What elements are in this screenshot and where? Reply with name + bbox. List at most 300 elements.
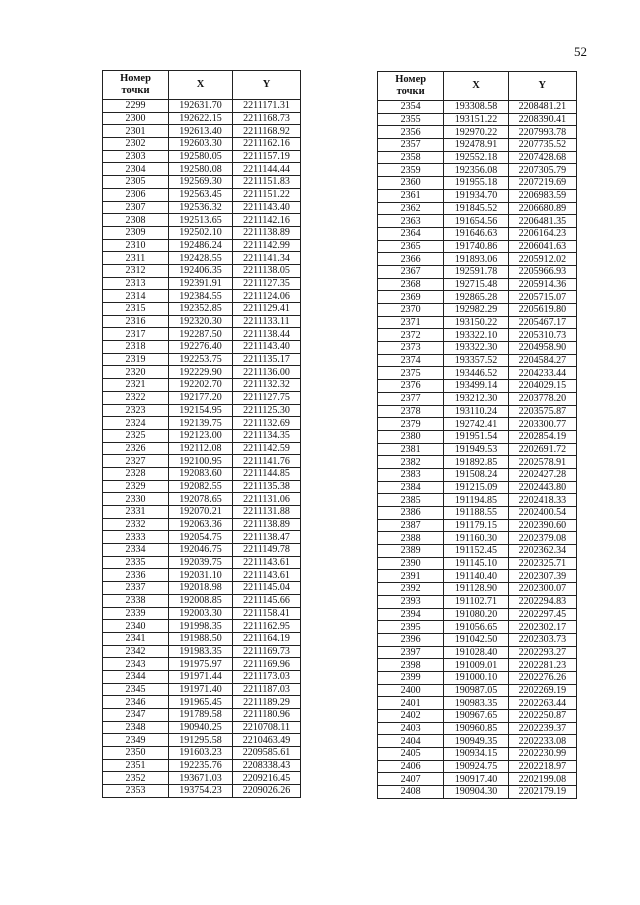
point-number-cell: 2329 [103,480,169,493]
table-row [103,683,301,696]
x-cell: 192622.15 [169,112,233,125]
x-cell: 192078.65 [169,493,233,506]
table-row [378,405,577,418]
table-row [378,202,577,215]
table-row [103,670,301,683]
y-cell: 2211169.73 [233,645,301,658]
table-row [103,747,301,760]
table-row [378,735,577,748]
y-cell: 2205966.93 [508,265,576,278]
point-number-cell: 2328 [103,467,169,480]
x-cell: 190949.35 [444,735,508,748]
point-number-cell: 2326 [103,442,169,455]
table-body [378,101,577,799]
point-number-cell: 2389 [378,545,444,558]
table-row [378,418,577,431]
x-cell: 192970.22 [444,126,508,139]
x-cell: 191988.50 [169,632,233,645]
y-cell: 2203575.87 [508,405,576,418]
y-cell: 2211132.32 [233,379,301,392]
point-number-cell: 2405 [378,748,444,761]
x-cell: 192513.65 [169,214,233,227]
y-cell: 2211135.17 [233,353,301,366]
y-cell: 2211138.47 [233,531,301,544]
point-number-cell: 2365 [378,240,444,253]
y-cell: 2211151.22 [233,188,301,201]
x-cell: 192613.40 [169,125,233,138]
table-row [103,696,301,709]
table-row [378,227,577,240]
table-row [103,150,301,163]
y-cell: 2207428.68 [508,151,576,164]
y-cell: 2211138.89 [233,518,301,531]
y-cell: 2211141.76 [233,455,301,468]
y-cell: 2211149.78 [233,544,301,557]
y-cell: 2205467.17 [508,316,576,329]
point-number-cell: 2320 [103,366,169,379]
x-cell: 192177.20 [169,391,233,404]
y-cell: 2211180.96 [233,709,301,722]
x-cell: 191951.54 [444,430,508,443]
point-number-cell: 2373 [378,342,444,355]
x-cell: 191215.09 [444,481,508,494]
point-number-cell: 2339 [103,607,169,620]
point-number-cell: 2310 [103,239,169,252]
x-cell: 191188.55 [444,507,508,520]
x-cell: 190924.75 [444,760,508,773]
table-row [378,443,577,456]
y-cell: 2211164.19 [233,632,301,645]
x-cell: 191983.35 [169,645,233,658]
x-cell: 191654.56 [444,215,508,228]
y-cell: 2211132.69 [233,417,301,430]
point-number-cell: 2319 [103,353,169,366]
table-row [378,189,577,202]
point-number-cell: 2342 [103,645,169,658]
x-cell: 191934.70 [444,189,508,202]
table-row [103,493,301,506]
point-number-cell: 2358 [378,151,444,164]
table-row [103,506,301,519]
y-cell: 2211143.40 [233,201,301,214]
table-row [378,748,577,761]
x-cell: 192008.85 [169,594,233,607]
x-cell: 192478.91 [444,139,508,152]
table-row [378,646,577,659]
y-cell: 2207219.69 [508,177,576,190]
x-cell: 190967.65 [444,710,508,723]
x-cell: 193754.23 [169,785,233,798]
y-cell: 2211143.61 [233,556,301,569]
x-cell: 192112.08 [169,442,233,455]
point-number-cell: 2395 [378,621,444,634]
y-cell: 2205619.80 [508,304,576,317]
point-number-cell: 2346 [103,696,169,709]
point-number-cell: 2403 [378,722,444,735]
point-number-cell: 2316 [103,315,169,328]
y-cell: 2211169.96 [233,658,301,671]
x-cell: 191152.45 [444,545,508,558]
y-cell: 2211144.85 [233,467,301,480]
x-cell: 192320.30 [169,315,233,328]
x-cell: 191975.97 [169,658,233,671]
y-cell: 2211142.16 [233,214,301,227]
table-row [378,710,577,723]
x-cell: 192502.10 [169,226,233,239]
point-number-cell: 2327 [103,455,169,468]
table-row [378,532,577,545]
point-number-cell: 2378 [378,405,444,418]
table-row [378,519,577,532]
table-row [378,164,577,177]
point-number-cell: 2372 [378,329,444,342]
table-row [378,507,577,520]
x-cell: 191789.58 [169,709,233,722]
y-cell: 2211135.38 [233,480,301,493]
y-cell: 2202303.73 [508,633,576,646]
table-row [103,125,301,138]
x-cell: 191971.44 [169,670,233,683]
point-number-cell: 2380 [378,430,444,443]
table-row [378,240,577,253]
x-cell: 192229.90 [169,366,233,379]
table-row [103,645,301,658]
table-row [103,480,301,493]
x-cell: 192569.30 [169,176,233,189]
y-cell: 2211138.05 [233,264,301,277]
table-row [103,138,301,151]
x-cell: 191145.10 [444,557,508,570]
y-cell: 2202300.07 [508,583,576,596]
x-cell: 192082.55 [169,480,233,493]
point-number-cell: 2362 [378,202,444,215]
point-number-cell: 2359 [378,164,444,177]
y-cell: 2202294.83 [508,595,576,608]
point-number-cell: 2396 [378,633,444,646]
point-number-cell: 2408 [378,786,444,799]
y-cell: 2202250.87 [508,710,576,723]
y-cell: 2211151.83 [233,176,301,189]
point-number-cell: 2367 [378,265,444,278]
y-cell: 2205715.07 [508,291,576,304]
y-cell: 2202691.72 [508,443,576,456]
point-number-cell: 2377 [378,392,444,405]
point-number-cell: 2321 [103,379,169,392]
y-cell: 2210463.49 [233,734,301,747]
table-row [378,456,577,469]
x-cell: 191646.63 [444,227,508,240]
table-row [378,265,577,278]
y-cell: 2211127.35 [233,277,301,290]
table-row [378,101,577,114]
table-row [103,544,301,557]
point-number-cell: 2348 [103,721,169,734]
x-cell: 193212.30 [444,392,508,405]
table-row [378,595,577,608]
table-row [103,353,301,366]
x-cell: 191603.23 [169,747,233,760]
x-cell: 191893.06 [444,253,508,266]
point-number-cell: 2363 [378,215,444,228]
point-number-cell: 2371 [378,316,444,329]
y-cell: 2202325.71 [508,557,576,570]
table-row [103,315,301,328]
table-row [378,329,577,342]
y-cell: 2206164.23 [508,227,576,240]
point-number-cell: 2404 [378,735,444,748]
y-cell: 2202281.23 [508,659,576,672]
table-row [103,467,301,480]
table-row [103,328,301,341]
x-cell: 191971.40 [169,683,233,696]
y-cell: 2202390.60 [508,519,576,532]
x-cell: 193357.52 [444,354,508,367]
point-number-cell: 2402 [378,710,444,723]
y-cell: 2202307.39 [508,570,576,583]
x-cell: 192070.21 [169,506,233,519]
x-cell: 192715.48 [444,278,508,291]
point-number-cell: 2324 [103,417,169,430]
table-row [378,291,577,304]
point-number-cell: 2353 [103,785,169,798]
table-row [103,734,301,747]
x-cell: 192563.45 [169,188,233,201]
x-cell: 192003.30 [169,607,233,620]
x-cell: 192046.75 [169,544,233,557]
table-row [103,658,301,671]
y-cell: 2205912.02 [508,253,576,266]
table-body [103,100,301,798]
header-point-number: Номер точки [103,71,169,100]
x-cell: 192352.85 [169,303,233,316]
table-row [378,621,577,634]
table-row [103,226,301,239]
y-cell: 2211129.41 [233,303,301,316]
y-cell: 2211143.61 [233,569,301,582]
x-cell: 192356.08 [444,164,508,177]
point-number-cell: 2368 [378,278,444,291]
table-row [378,430,577,443]
table-row [378,253,577,266]
y-cell: 2211168.92 [233,125,301,138]
y-cell: 2211143.40 [233,341,301,354]
point-number-cell: 2338 [103,594,169,607]
table-row [103,772,301,785]
point-number-cell: 2323 [103,404,169,417]
point-number-cell: 2306 [103,188,169,201]
x-cell: 192982.29 [444,304,508,317]
table-row [378,342,577,355]
point-number-cell: 2387 [378,519,444,532]
x-cell: 193308.58 [444,101,508,114]
point-number-cell: 2350 [103,747,169,760]
x-cell: 192580.08 [169,163,233,176]
y-cell: 2202302.17 [508,621,576,634]
coordinates-table-right [377,71,577,799]
table-row [103,429,301,442]
table-row [378,126,577,139]
y-cell: 2211125.30 [233,404,301,417]
point-number-cell: 2334 [103,544,169,557]
table-row [378,684,577,697]
table-row [103,290,301,303]
point-number-cell: 2379 [378,418,444,431]
point-number-cell: 2299 [103,100,169,113]
y-cell: 2202276.26 [508,671,576,684]
y-cell: 2206983.59 [508,189,576,202]
point-number-cell: 2366 [378,253,444,266]
x-cell: 191009.01 [444,659,508,672]
y-cell: 2207993.78 [508,126,576,139]
x-cell: 192287.50 [169,328,233,341]
x-cell: 190983.35 [444,697,508,710]
point-number-cell: 2400 [378,684,444,697]
y-cell: 2202297.45 [508,608,576,621]
y-cell: 2202400.54 [508,507,576,520]
table-row [103,632,301,645]
y-cell: 2211171.31 [233,100,301,113]
table-row [378,570,577,583]
x-cell: 191042.50 [444,633,508,646]
y-cell: 2204233.44 [508,367,576,380]
x-cell: 192603.30 [169,138,233,151]
x-cell: 193322.30 [444,342,508,355]
point-number-cell: 2391 [378,570,444,583]
y-cell: 2202418.33 [508,494,576,507]
x-cell: 192154.95 [169,404,233,417]
table-row [103,404,301,417]
point-number-cell: 2385 [378,494,444,507]
y-cell: 2211134.35 [233,429,301,442]
x-cell: 192031.10 [169,569,233,582]
y-cell: 2211189.29 [233,696,301,709]
point-number-cell: 2406 [378,760,444,773]
point-number-cell: 2314 [103,290,169,303]
point-number-cell: 2390 [378,557,444,570]
x-cell: 192054.75 [169,531,233,544]
y-cell: 2202199.08 [508,773,576,786]
point-number-cell: 2347 [103,709,169,722]
x-cell: 190960.85 [444,722,508,735]
table-row [378,481,577,494]
table-row [378,215,577,228]
x-cell: 192384.55 [169,290,233,303]
x-cell: 191179.15 [444,519,508,532]
point-number-cell: 2384 [378,481,444,494]
y-cell: 2204958.90 [508,342,576,355]
table-row [378,608,577,621]
x-cell: 191028.40 [444,646,508,659]
table-row [103,201,301,214]
table-row [378,494,577,507]
table-row [378,139,577,152]
point-number-cell: 2355 [378,113,444,126]
x-cell: 191955.18 [444,177,508,190]
x-cell: 192235.76 [169,759,233,772]
table-row [378,557,577,570]
x-cell: 192486.24 [169,239,233,252]
y-cell: 2202239.37 [508,722,576,735]
table-row [103,709,301,722]
table-row [103,455,301,468]
y-cell: 2211158.41 [233,607,301,620]
y-cell: 2206481.35 [508,215,576,228]
table-row [378,583,577,596]
x-cell: 193110.24 [444,405,508,418]
table-row [378,113,577,126]
x-cell: 192123.00 [169,429,233,442]
x-cell: 193499.14 [444,380,508,393]
y-cell: 2202269.19 [508,684,576,697]
point-number-cell: 2381 [378,443,444,456]
y-cell: 2208390.41 [508,113,576,126]
point-number-cell: 2407 [378,773,444,786]
table-row [103,379,301,392]
x-cell: 192591.78 [444,265,508,278]
x-cell: 192580.05 [169,150,233,163]
header-y: Y [508,72,576,101]
point-number-cell: 2322 [103,391,169,404]
y-cell: 2202218.97 [508,760,576,773]
y-cell: 2211141.34 [233,252,301,265]
y-cell: 2211157.19 [233,150,301,163]
x-cell: 192039.75 [169,556,233,569]
table-row [103,188,301,201]
table-row [103,252,301,265]
point-number-cell: 2315 [103,303,169,316]
point-number-cell: 2330 [103,493,169,506]
y-cell: 2206041.63 [508,240,576,253]
header-y: Y [233,71,301,100]
table-row [103,785,301,798]
x-cell: 191080.20 [444,608,508,621]
y-cell: 2202443.80 [508,481,576,494]
x-cell: 190917.40 [444,773,508,786]
table-row [103,442,301,455]
y-cell: 2211168.73 [233,112,301,125]
x-cell: 192253.75 [169,353,233,366]
y-cell: 2202578.91 [508,456,576,469]
y-cell: 2202362.34 [508,545,576,558]
table-row [103,759,301,772]
table-row [378,151,577,164]
point-number-cell: 2335 [103,556,169,569]
y-cell: 2203300.77 [508,418,576,431]
point-number-cell: 2302 [103,138,169,151]
point-number-cell: 2341 [103,632,169,645]
page-number: 52 [574,44,587,59]
table-row [378,278,577,291]
y-cell: 2209026.26 [233,785,301,798]
point-number-cell: 2336 [103,569,169,582]
point-number-cell: 2340 [103,620,169,633]
y-cell: 2211131.88 [233,506,301,519]
x-cell: 192742.41 [444,418,508,431]
point-number-cell: 2349 [103,734,169,747]
point-number-cell: 2388 [378,532,444,545]
point-number-cell: 2311 [103,252,169,265]
x-cell: 192202.70 [169,379,233,392]
y-cell: 2211133.11 [233,315,301,328]
y-cell: 2202179.19 [508,786,576,799]
point-number-cell: 2376 [378,380,444,393]
table-row [103,607,301,620]
x-cell: 190940.25 [169,721,233,734]
header-x: X [444,72,508,101]
x-cell: 192865.28 [444,291,508,304]
table-row [378,316,577,329]
table-row [103,391,301,404]
